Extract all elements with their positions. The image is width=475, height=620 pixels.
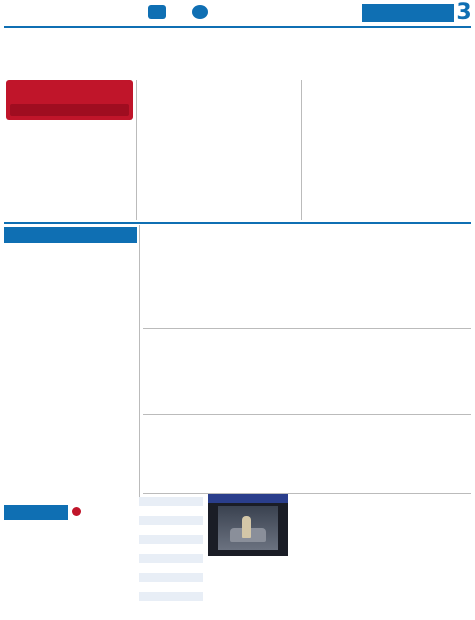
article-divider <box>143 328 471 329</box>
weather-row <box>4 608 134 616</box>
news-box-text <box>4 311 137 369</box>
masthead-rule <box>4 26 471 28</box>
lead-article-col3 <box>305 80 471 175</box>
lead-article-col2 <box>140 80 298 127</box>
article-divider <box>143 414 471 415</box>
weather-row <box>4 591 134 599</box>
photo-caption <box>208 557 288 567</box>
weather-row <box>4 583 134 591</box>
lottery-logo-icon <box>72 507 81 516</box>
lottery-draw-title <box>139 592 203 601</box>
news-box-text <box>4 463 137 497</box>
lottery-draw-title <box>139 535 203 544</box>
news-box-title <box>4 448 137 461</box>
newspaper-brand <box>362 4 454 22</box>
weather-row <box>4 600 134 608</box>
weather-row <box>4 549 134 557</box>
weather-row <box>4 557 134 565</box>
weather-row <box>4 566 134 574</box>
column-divider <box>301 80 302 220</box>
lead-subhead-2 <box>140 129 298 140</box>
lottery-numbers <box>139 563 203 572</box>
lead-subhead-3 <box>305 177 471 188</box>
page-number: 3 <box>456 0 472 25</box>
lead-subhead-1 <box>6 165 133 176</box>
article-body <box>145 451 471 491</box>
news-box-text <box>4 388 137 444</box>
article-headline <box>145 331 471 351</box>
weather-header <box>4 505 68 520</box>
lottery-numbers <box>139 582 203 591</box>
lead-banner-title <box>6 82 133 102</box>
article-headline <box>292 540 471 560</box>
edition-meta <box>6 4 146 14</box>
weather-row <box>4 540 134 548</box>
person-shape <box>242 516 251 538</box>
lottery-draw-title <box>139 516 203 525</box>
article-headline <box>145 228 471 250</box>
article-headline <box>145 417 471 437</box>
lead-article-col1 <box>6 124 133 162</box>
article-body <box>145 365 471 413</box>
main-subtitle <box>40 62 435 76</box>
news-box-title <box>4 373 137 386</box>
main-headline <box>12 31 463 61</box>
lottery-draw-title <box>139 573 203 582</box>
lead-article-col2b <box>140 142 298 220</box>
weather-row <box>4 532 134 540</box>
news-box-text <box>4 245 137 293</box>
lottery-numbers <box>139 506 203 515</box>
article-subtitle <box>145 351 471 363</box>
weather-row <box>4 523 134 531</box>
news-box-title <box>4 296 137 309</box>
section-title <box>280 4 358 22</box>
masthead <box>0 0 475 26</box>
news-photo <box>208 494 288 556</box>
column-divider <box>139 225 140 500</box>
lead-article-col1b <box>6 178 133 216</box>
article-subtitle <box>145 437 471 449</box>
lottery-header <box>72 503 136 521</box>
news-box-title <box>4 227 137 243</box>
article-divider <box>143 493 471 494</box>
lottery-draw-title <box>139 554 203 563</box>
article-body <box>208 572 471 618</box>
app-logo-icon <box>148 5 166 19</box>
lead-banner-subtitle <box>10 104 129 116</box>
column-divider <box>136 80 137 220</box>
lead-article-col3b <box>305 190 471 212</box>
lottery-numbers <box>139 544 203 553</box>
lottery-numbers <box>139 601 203 610</box>
article-subtitle <box>292 560 471 572</box>
photo-caption-bar <box>208 494 288 503</box>
weather-row <box>4 574 134 582</box>
lottery-numbers <box>139 525 203 534</box>
lottery-draw-title <box>139 497 203 506</box>
section-rule <box>4 222 471 224</box>
lead-byline <box>305 212 471 220</box>
article-subtitle <box>145 250 471 262</box>
app-logo-round-icon <box>192 5 208 19</box>
article-body <box>145 264 471 326</box>
